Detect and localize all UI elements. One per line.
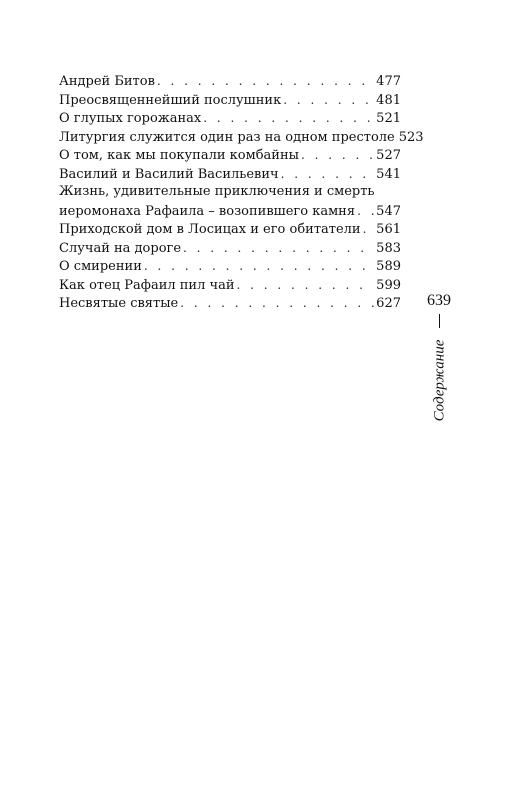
toc-entry bbox=[59, 276, 401, 295]
folio-page-number: 639 bbox=[427, 292, 451, 309]
toc-entry-title: Преосвященнейший послушник bbox=[59, 92, 282, 108]
toc-entry-page: 599 bbox=[376, 277, 401, 293]
dot-leader bbox=[144, 257, 374, 275]
table-of-contents bbox=[59, 72, 424, 313]
toc-entry bbox=[59, 109, 401, 128]
dot-leader bbox=[281, 165, 375, 183]
folio-divider bbox=[439, 314, 440, 328]
toc-entry bbox=[59, 257, 401, 276]
toc-entry bbox=[59, 128, 424, 147]
toc-entry-page: 547 bbox=[376, 203, 401, 219]
toc-entry-title: иеромонаха Рафаила – возопившего камня bbox=[59, 203, 356, 219]
toc-entry-title: О смирении bbox=[59, 259, 142, 274]
toc-entry bbox=[59, 146, 401, 165]
toc-entry bbox=[59, 220, 401, 239]
toc-entry-page: 523 bbox=[398, 129, 424, 145]
toc-entry-title: Андрей Битов bbox=[59, 74, 155, 89]
toc-entry-title: Приходской дом в Лосицах и его обитатели bbox=[59, 222, 361, 237]
dot-leader bbox=[236, 276, 374, 294]
toc-entry-page: 589 bbox=[376, 259, 401, 274]
toc-entry-first-line bbox=[59, 183, 401, 202]
toc-entry-page: 583 bbox=[376, 240, 401, 256]
toc-entry bbox=[59, 202, 401, 221]
toc-entry-title: Василий и Василий Васильевич bbox=[59, 166, 279, 182]
dot-leader bbox=[203, 109, 374, 127]
toc-entry-page: 561 bbox=[376, 222, 401, 237]
dot-leader bbox=[283, 91, 374, 109]
toc-entry-title: Случай на дороге bbox=[59, 240, 182, 256]
toc-entry-title: О глупых горожанах bbox=[59, 111, 202, 126]
dot-leader bbox=[357, 202, 374, 220]
dot-leader bbox=[363, 220, 375, 238]
toc-entry bbox=[59, 165, 401, 184]
toc-entry-page: 541 bbox=[376, 166, 401, 182]
toc-entry bbox=[59, 294, 401, 313]
dot-leader bbox=[301, 146, 374, 164]
toc-entry-page: 481 bbox=[376, 92, 401, 108]
toc-entry-page: 477 bbox=[376, 74, 401, 89]
toc-entry bbox=[59, 239, 401, 258]
toc-entry bbox=[59, 72, 401, 91]
toc-entry-page: 521 bbox=[376, 111, 401, 126]
toc-entry-title: О том, как мы покупали комбайны bbox=[59, 148, 299, 163]
toc-entry-title-line1: Жизнь, удивительные приключения и смерть bbox=[59, 184, 375, 199]
toc-entry-title: Несвятые святые bbox=[59, 296, 179, 311]
toc-entry-title: Литургия служится один раз на одном престоле bbox=[59, 129, 395, 145]
toc-entry-page: 627 bbox=[376, 296, 401, 311]
folio-margin bbox=[424, 292, 454, 422]
toc-entry bbox=[59, 91, 401, 110]
toc-entry-title: Как отец Рафаил пил чай bbox=[59, 277, 235, 293]
dot-leader bbox=[180, 294, 374, 312]
running-head: Содержание bbox=[431, 339, 448, 422]
toc-entry-page: 527 bbox=[376, 148, 401, 163]
dot-leader bbox=[157, 72, 374, 90]
dot-leader bbox=[183, 239, 374, 257]
